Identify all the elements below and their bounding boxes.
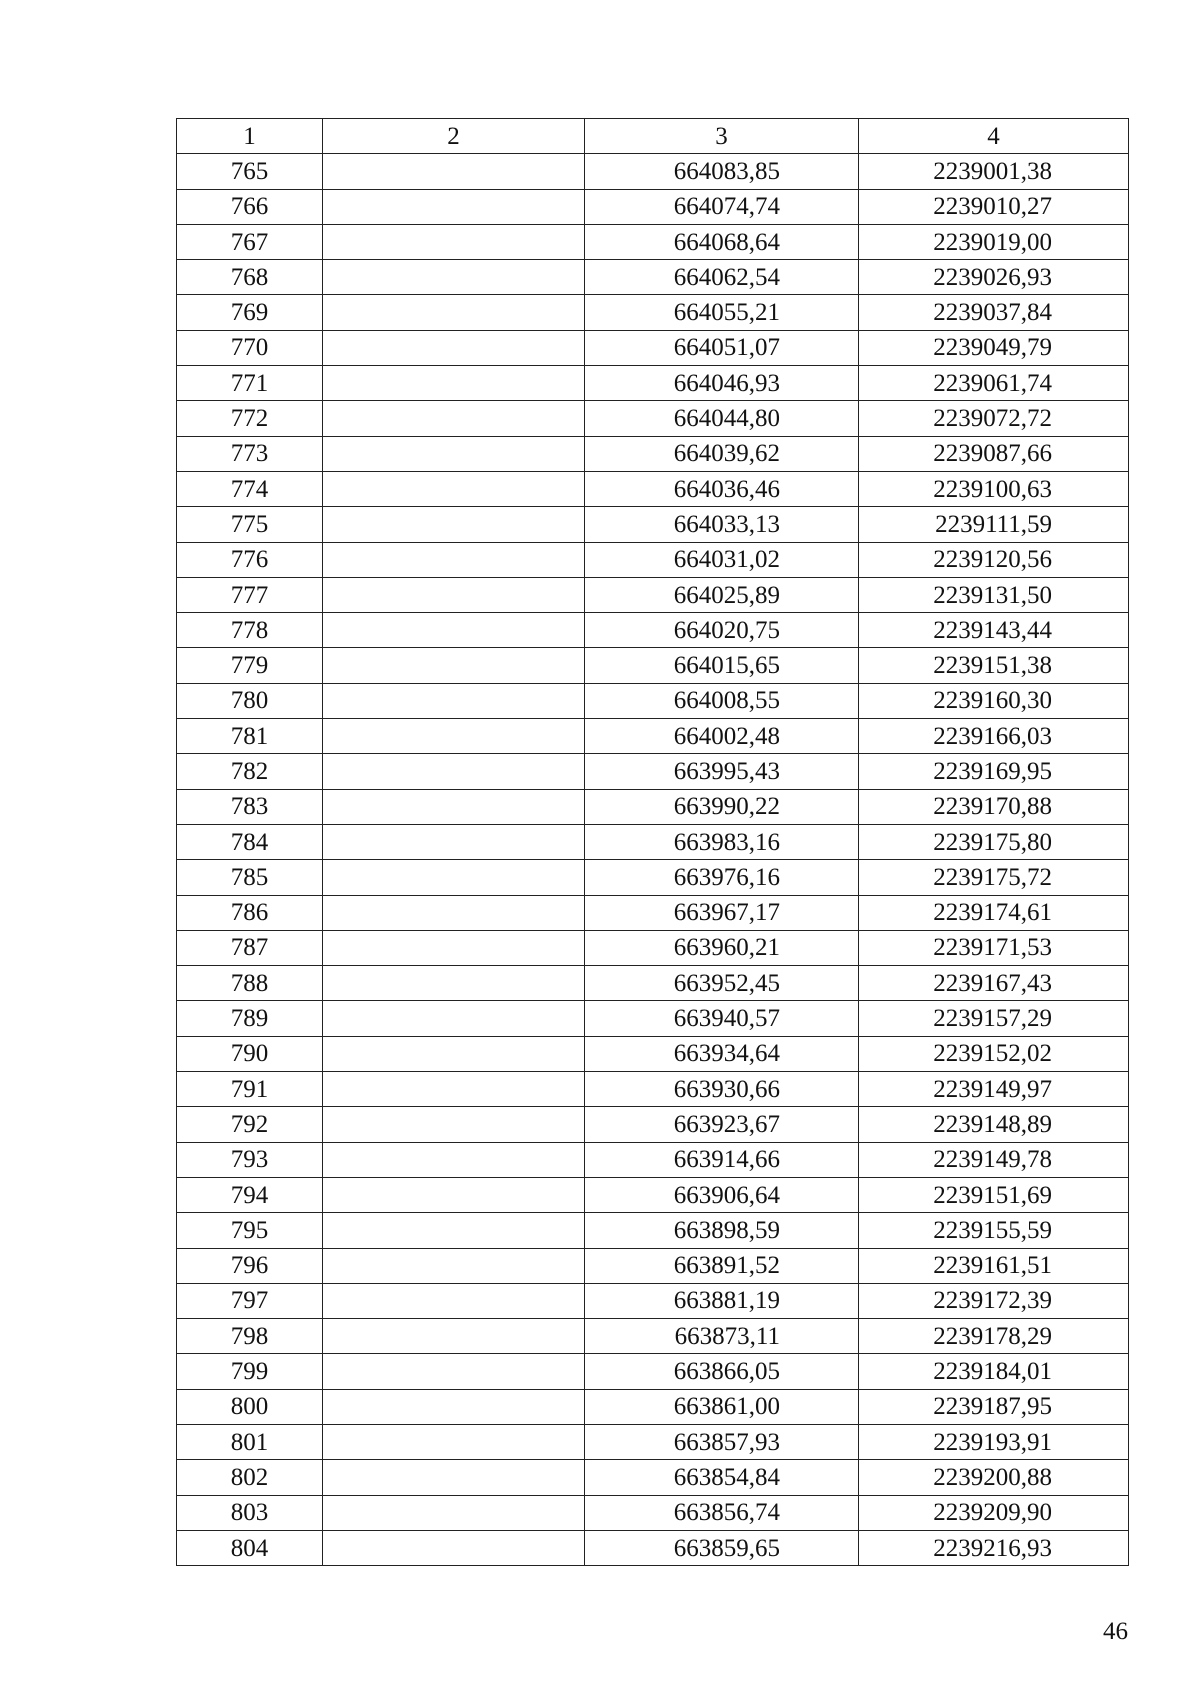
table-row: [177, 1142, 1129, 1177]
x-coordinate-cell: 664015,65: [585, 648, 859, 683]
x-coordinate-cell: 663990,22: [585, 789, 859, 824]
description-cell: [323, 895, 585, 930]
point-number-cell: 798: [177, 1319, 323, 1354]
y-coordinate-cell: 2239178,29: [859, 1319, 1129, 1354]
point-number-cell: 804: [177, 1530, 323, 1565]
y-coordinate-cell: 2239193,91: [859, 1424, 1129, 1459]
point-number-cell: 770: [177, 330, 323, 365]
y-coordinate-cell: 2239216,93: [859, 1530, 1129, 1565]
table-row: [177, 824, 1129, 859]
x-coordinate-cell: 663976,16: [585, 860, 859, 895]
point-number-cell: 786: [177, 895, 323, 930]
x-coordinate-cell: 663914,66: [585, 1142, 859, 1177]
description-cell: [323, 1001, 585, 1036]
y-coordinate-cell: 2239174,61: [859, 895, 1129, 930]
point-number-cell: 788: [177, 966, 323, 1001]
description-cell: [323, 189, 585, 224]
x-coordinate-cell: 664039,62: [585, 436, 859, 471]
table-row: [177, 860, 1129, 895]
point-number-cell: 780: [177, 683, 323, 718]
y-coordinate-cell: 2239167,43: [859, 966, 1129, 1001]
x-coordinate-cell: 663952,45: [585, 966, 859, 1001]
x-coordinate-cell: 663906,64: [585, 1177, 859, 1212]
table-row: [177, 1460, 1129, 1495]
table-row: [177, 1248, 1129, 1283]
point-number-cell: 773: [177, 436, 323, 471]
x-coordinate-cell: 663873,11: [585, 1319, 859, 1354]
table-row: [177, 189, 1129, 224]
table-row: [177, 613, 1129, 648]
y-coordinate-cell: 2239143,44: [859, 613, 1129, 648]
table-header-row: [177, 119, 1129, 154]
table-row: [177, 1177, 1129, 1212]
table-row: [177, 224, 1129, 259]
x-coordinate-cell: 663881,19: [585, 1283, 859, 1318]
point-number-cell: 793: [177, 1142, 323, 1177]
point-number-cell: 797: [177, 1283, 323, 1318]
table-row: [177, 1319, 1129, 1354]
x-coordinate-cell: 664033,13: [585, 507, 859, 542]
point-number-cell: 784: [177, 824, 323, 859]
description-cell: [323, 1460, 585, 1495]
y-coordinate-cell: 2239026,93: [859, 260, 1129, 295]
table-row: [177, 966, 1129, 1001]
table-row: [177, 1424, 1129, 1459]
y-coordinate-cell: 2239175,80: [859, 824, 1129, 859]
y-coordinate-cell: 2239170,88: [859, 789, 1129, 824]
description-cell: [323, 542, 585, 577]
x-coordinate-cell: 664068,64: [585, 224, 859, 259]
y-coordinate-cell: 2239149,78: [859, 1142, 1129, 1177]
x-coordinate-cell: 663861,00: [585, 1389, 859, 1424]
table-row: [177, 1354, 1129, 1389]
x-coordinate-cell: 663940,57: [585, 1001, 859, 1036]
point-number-cell: 765: [177, 154, 323, 189]
table-row: [177, 719, 1129, 754]
x-coordinate-cell: 663898,59: [585, 1213, 859, 1248]
point-number-cell: 794: [177, 1177, 323, 1212]
description-cell: [323, 154, 585, 189]
x-coordinate-cell: 663967,17: [585, 895, 859, 930]
point-number-cell: 803: [177, 1495, 323, 1530]
description-cell: [323, 401, 585, 436]
x-coordinate-cell: 663995,43: [585, 754, 859, 789]
table-row: [177, 1001, 1129, 1036]
y-coordinate-cell: 2239175,72: [859, 860, 1129, 895]
x-coordinate-cell: 664002,48: [585, 719, 859, 754]
point-number-cell: 785: [177, 860, 323, 895]
table-row: [177, 366, 1129, 401]
point-number-cell: 790: [177, 1036, 323, 1071]
table-row: [177, 507, 1129, 542]
description-cell: [323, 1319, 585, 1354]
x-coordinate-cell: 664036,46: [585, 471, 859, 506]
point-number-cell: 771: [177, 366, 323, 401]
y-coordinate-cell: 2239187,95: [859, 1389, 1129, 1424]
table-row: [177, 330, 1129, 365]
point-number-cell: 792: [177, 1107, 323, 1142]
y-coordinate-cell: 2239061,74: [859, 366, 1129, 401]
y-coordinate-cell: 2239131,50: [859, 577, 1129, 612]
y-coordinate-cell: 2239161,51: [859, 1248, 1129, 1283]
point-number-cell: 782: [177, 754, 323, 789]
description-cell: [323, 1354, 585, 1389]
description-cell: [323, 1495, 585, 1530]
y-coordinate-cell: 2239157,29: [859, 1001, 1129, 1036]
table-row: [177, 295, 1129, 330]
x-coordinate-cell: 664083,85: [585, 154, 859, 189]
coordinates-table: [176, 118, 1129, 1566]
y-coordinate-cell: 2239151,69: [859, 1177, 1129, 1212]
description-cell: [323, 1177, 585, 1212]
point-number-cell: 781: [177, 719, 323, 754]
column-header-2: 2: [323, 119, 585, 154]
table-row: [177, 154, 1129, 189]
column-header-1: 1: [177, 119, 323, 154]
x-coordinate-cell: 663856,74: [585, 1495, 859, 1530]
x-coordinate-cell: 663960,21: [585, 930, 859, 965]
table-body: [177, 154, 1129, 1566]
description-cell: [323, 260, 585, 295]
point-number-cell: 795: [177, 1213, 323, 1248]
table-row: [177, 260, 1129, 295]
point-number-cell: 789: [177, 1001, 323, 1036]
table-row: [177, 1495, 1129, 1530]
point-number-cell: 777: [177, 577, 323, 612]
description-cell: [323, 330, 585, 365]
y-coordinate-cell: 2239184,01: [859, 1354, 1129, 1389]
x-coordinate-cell: 663923,67: [585, 1107, 859, 1142]
point-number-cell: 772: [177, 401, 323, 436]
description-cell: [323, 1107, 585, 1142]
x-coordinate-cell: 664046,93: [585, 366, 859, 401]
description-cell: [323, 295, 585, 330]
x-coordinate-cell: 664051,07: [585, 330, 859, 365]
description-cell: [323, 1036, 585, 1071]
description-cell: [323, 930, 585, 965]
table-row: [177, 895, 1129, 930]
point-number-cell: 799: [177, 1354, 323, 1389]
y-coordinate-cell: 2239155,59: [859, 1213, 1129, 1248]
x-coordinate-cell: 664055,21: [585, 295, 859, 330]
y-coordinate-cell: 2239148,89: [859, 1107, 1129, 1142]
table-row: [177, 471, 1129, 506]
description-cell: [323, 648, 585, 683]
description-cell: [323, 1389, 585, 1424]
point-number-cell: 787: [177, 930, 323, 965]
x-coordinate-cell: 663854,84: [585, 1460, 859, 1495]
point-number-cell: 768: [177, 260, 323, 295]
y-coordinate-cell: 2239169,95: [859, 754, 1129, 789]
point-number-cell: 774: [177, 471, 323, 506]
description-cell: [323, 471, 585, 506]
description-cell: [323, 719, 585, 754]
point-number-cell: 778: [177, 613, 323, 648]
table-row: [177, 401, 1129, 436]
x-coordinate-cell: 663983,16: [585, 824, 859, 859]
x-coordinate-cell: 664020,75: [585, 613, 859, 648]
y-coordinate-cell: 2239111,59: [859, 507, 1129, 542]
x-coordinate-cell: 663934,64: [585, 1036, 859, 1071]
point-number-cell: 779: [177, 648, 323, 683]
table-row: [177, 754, 1129, 789]
table-row: [177, 648, 1129, 683]
point-number-cell: 767: [177, 224, 323, 259]
y-coordinate-cell: 2239172,39: [859, 1283, 1129, 1318]
x-coordinate-cell: 663891,52: [585, 1248, 859, 1283]
x-coordinate-cell: 664025,89: [585, 577, 859, 612]
description-cell: [323, 1283, 585, 1318]
y-coordinate-cell: 2239152,02: [859, 1036, 1129, 1071]
table-row: [177, 1389, 1129, 1424]
point-number-cell: 802: [177, 1460, 323, 1495]
y-coordinate-cell: 2239166,03: [859, 719, 1129, 754]
point-number-cell: 783: [177, 789, 323, 824]
x-coordinate-cell: 664074,74: [585, 189, 859, 224]
table-row: [177, 1530, 1129, 1565]
description-cell: [323, 1072, 585, 1107]
description-cell: [323, 577, 585, 612]
y-coordinate-cell: 2239072,72: [859, 401, 1129, 436]
table-row: [177, 1283, 1129, 1318]
point-number-cell: 796: [177, 1248, 323, 1283]
table-row: [177, 930, 1129, 965]
point-number-cell: 800: [177, 1389, 323, 1424]
table-row: [177, 683, 1129, 718]
y-coordinate-cell: 2239001,38: [859, 154, 1129, 189]
table-row: [177, 789, 1129, 824]
y-coordinate-cell: 2239149,97: [859, 1072, 1129, 1107]
description-cell: [323, 966, 585, 1001]
column-header-3: 3: [585, 119, 859, 154]
description-cell: [323, 754, 585, 789]
table-row: [177, 577, 1129, 612]
x-coordinate-cell: 663930,66: [585, 1072, 859, 1107]
y-coordinate-cell: 2239087,66: [859, 436, 1129, 471]
column-header-4: 4: [859, 119, 1129, 154]
description-cell: [323, 1248, 585, 1283]
x-coordinate-cell: 664044,80: [585, 401, 859, 436]
x-coordinate-cell: 664031,02: [585, 542, 859, 577]
y-coordinate-cell: 2239100,63: [859, 471, 1129, 506]
point-number-cell: 766: [177, 189, 323, 224]
y-coordinate-cell: 2239160,30: [859, 683, 1129, 718]
point-number-cell: 776: [177, 542, 323, 577]
y-coordinate-cell: 2239019,00: [859, 224, 1129, 259]
description-cell: [323, 789, 585, 824]
table-row: [177, 542, 1129, 577]
table-row: [177, 436, 1129, 471]
x-coordinate-cell: 664062,54: [585, 260, 859, 295]
x-coordinate-cell: 663866,05: [585, 1354, 859, 1389]
x-coordinate-cell: 664008,55: [585, 683, 859, 718]
y-coordinate-cell: 2239171,53: [859, 930, 1129, 965]
y-coordinate-cell: 2239049,79: [859, 330, 1129, 365]
point-number-cell: 791: [177, 1072, 323, 1107]
description-cell: [323, 613, 585, 648]
table-row: [177, 1036, 1129, 1071]
description-cell: [323, 824, 585, 859]
description-cell: [323, 860, 585, 895]
y-coordinate-cell: 2239151,38: [859, 648, 1129, 683]
y-coordinate-cell: 2239200,88: [859, 1460, 1129, 1495]
point-number-cell: 775: [177, 507, 323, 542]
page-number: 46: [1103, 1618, 1128, 1645]
description-cell: [323, 1424, 585, 1459]
description-cell: [323, 1213, 585, 1248]
table-row: [177, 1107, 1129, 1142]
description-cell: [323, 366, 585, 401]
x-coordinate-cell: 663859,65: [585, 1530, 859, 1565]
x-coordinate-cell: 663857,93: [585, 1424, 859, 1459]
description-cell: [323, 224, 585, 259]
y-coordinate-cell: 2239209,90: [859, 1495, 1129, 1530]
y-coordinate-cell: 2239120,56: [859, 542, 1129, 577]
description-cell: [323, 507, 585, 542]
point-number-cell: 801: [177, 1424, 323, 1459]
description-cell: [323, 436, 585, 471]
table-row: [177, 1072, 1129, 1107]
description-cell: [323, 1530, 585, 1565]
point-number-cell: 769: [177, 295, 323, 330]
description-cell: [323, 1142, 585, 1177]
description-cell: [323, 683, 585, 718]
table-row: [177, 1213, 1129, 1248]
y-coordinate-cell: 2239010,27: [859, 189, 1129, 224]
y-coordinate-cell: 2239037,84: [859, 295, 1129, 330]
